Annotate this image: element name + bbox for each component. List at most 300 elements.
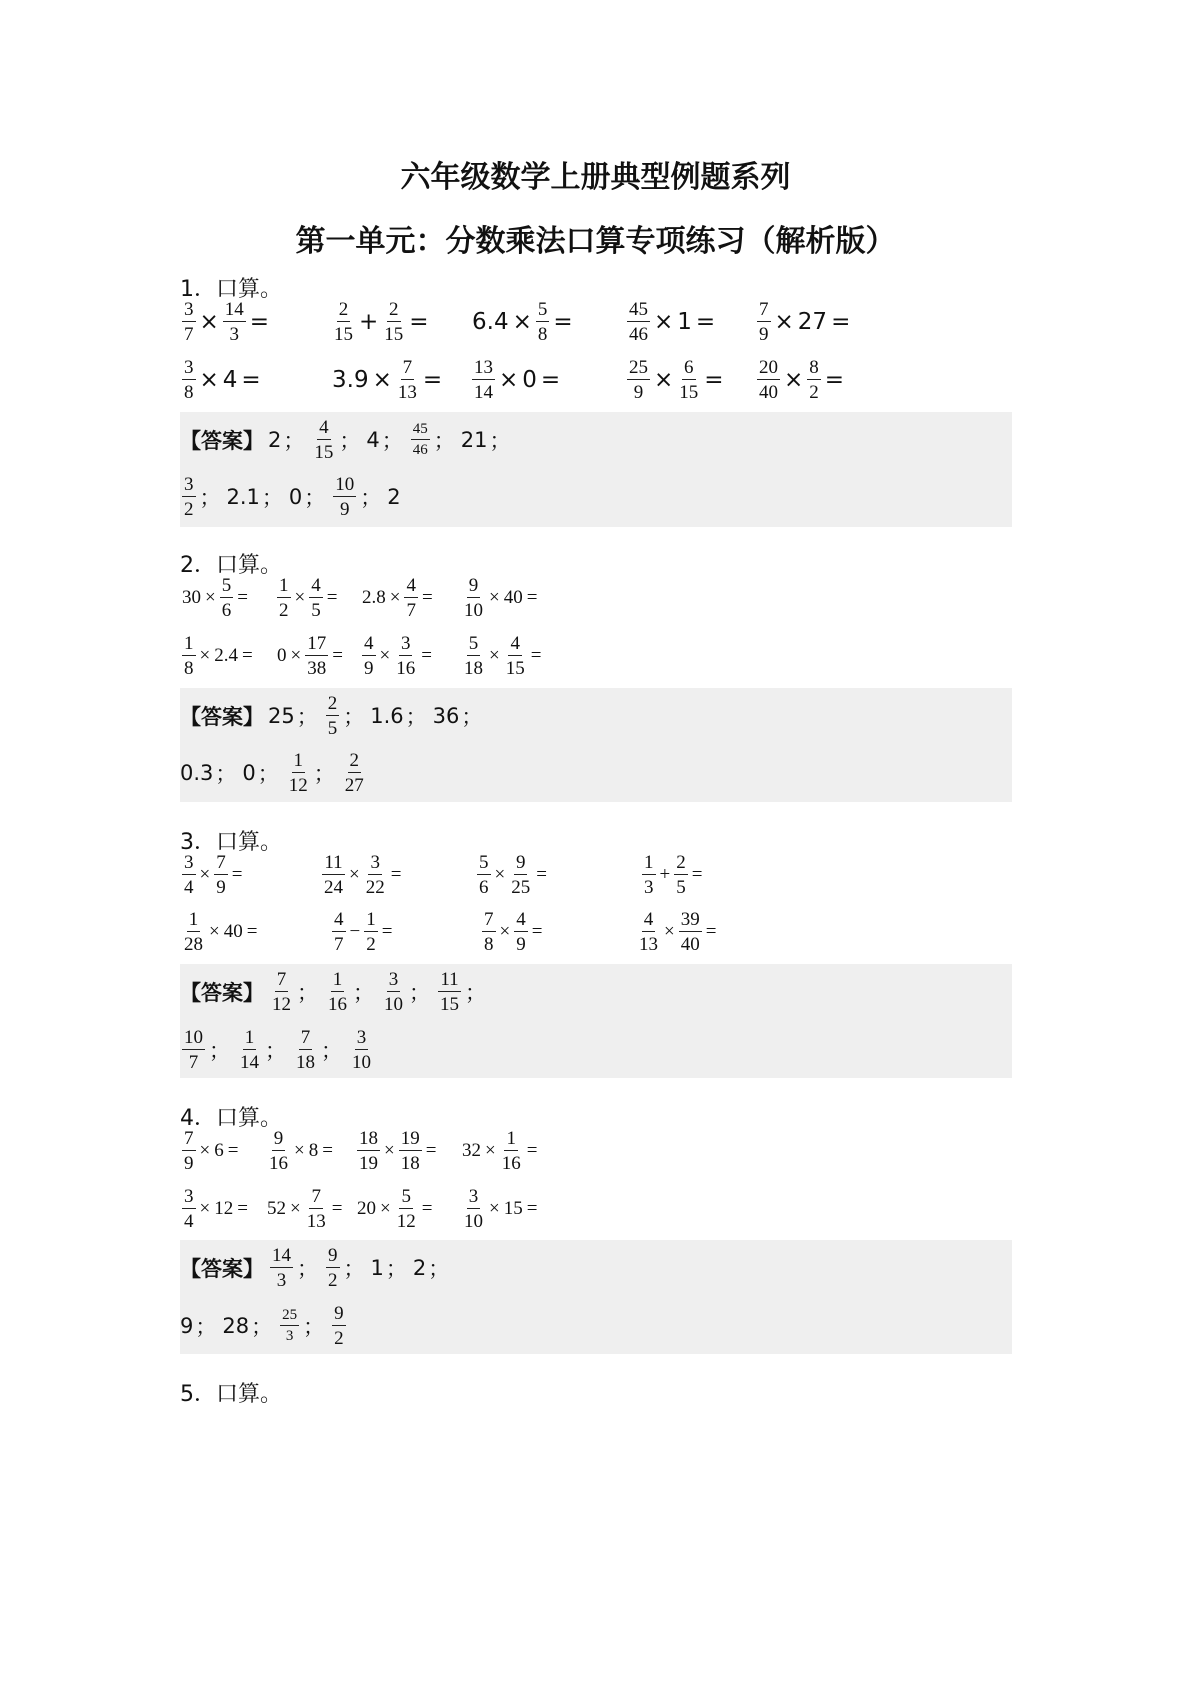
- numerator: 10: [335, 474, 355, 495]
- operator: −: [349, 921, 361, 942]
- numerator: 1: [366, 909, 376, 930]
- numerator: 5: [401, 1186, 411, 1207]
- numerator: 6: [684, 357, 694, 378]
- fraction: [399, 1129, 422, 1173]
- separator: ；: [381, 429, 403, 453]
- operator: =: [421, 645, 432, 666]
- operator: =: [409, 309, 429, 335]
- operator: =: [691, 864, 703, 885]
- number: 40: [503, 587, 523, 608]
- denominator: 10: [384, 994, 403, 1015]
- denominator: 8: [184, 382, 194, 403]
- numerator: 9: [334, 1303, 344, 1324]
- problem-expression: [355, 1121, 438, 1181]
- denominator: 7: [334, 934, 344, 955]
- denominator: 15: [314, 442, 334, 463]
- separator: ；: [321, 1039, 342, 1063]
- operator: ×: [512, 309, 532, 335]
- number: 52: [267, 1198, 286, 1219]
- problem-expression: [360, 626, 434, 686]
- answer-line: [180, 467, 401, 527]
- denominator: 4: [184, 1211, 194, 1232]
- problem-expression: [480, 902, 544, 962]
- numerator: 9: [328, 1245, 338, 1266]
- operator: =: [237, 1198, 248, 1219]
- numerator: 7: [402, 357, 413, 378]
- fraction: [182, 853, 196, 897]
- denominator: 16: [328, 994, 347, 1015]
- operator: ×: [349, 864, 360, 885]
- problem-expression: [180, 350, 263, 410]
- numerator: 3: [184, 1186, 194, 1207]
- numerator: 5: [468, 633, 479, 654]
- denominator: 3: [285, 1328, 294, 1344]
- fraction: [462, 634, 485, 678]
- operator: ×: [199, 1198, 211, 1219]
- numerator: 5: [221, 575, 232, 596]
- separator: ；: [343, 705, 365, 729]
- question-heading-1: 1．口算。: [180, 277, 282, 302]
- operator: =: [326, 587, 338, 608]
- denominator: 18: [400, 1153, 420, 1174]
- numerator: 7: [484, 909, 494, 930]
- numerator: 7: [311, 1186, 321, 1207]
- number: 4: [222, 367, 238, 393]
- denominator: 16: [396, 658, 416, 679]
- operator: =: [526, 1140, 538, 1161]
- numerator: 2: [338, 299, 349, 320]
- problem-expression: [640, 845, 704, 905]
- operator: ×: [199, 864, 211, 885]
- operator: +: [359, 309, 379, 335]
- operator: ×: [654, 309, 674, 335]
- numerator: 39: [680, 909, 700, 930]
- numerator: 2: [327, 693, 338, 714]
- numerator: 9: [273, 1128, 284, 1149]
- operator: ×: [205, 587, 216, 608]
- numerator: 3: [184, 357, 194, 378]
- separator: ；: [433, 429, 455, 453]
- operator: =: [231, 864, 243, 885]
- numerator: 7: [276, 969, 287, 990]
- answer-line: [180, 743, 368, 803]
- operator: ×: [389, 587, 401, 608]
- operator: ×: [654, 367, 674, 393]
- fraction: [182, 300, 196, 344]
- fraction: [326, 694, 340, 738]
- number: 27: [797, 309, 828, 335]
- numerator: 7: [216, 852, 226, 873]
- denominator: 13: [639, 934, 658, 955]
- separator: ；: [261, 486, 283, 510]
- denominator: 14: [474, 382, 493, 403]
- number: 32: [462, 1140, 481, 1161]
- fraction: [294, 1028, 317, 1072]
- operator: ×: [384, 1140, 395, 1161]
- numerator: 4: [516, 909, 526, 930]
- number: 6: [214, 1140, 224, 1161]
- fraction: [807, 358, 821, 402]
- fraction: [394, 634, 417, 678]
- problem-expression: [625, 350, 726, 410]
- answer-value: 1: [370, 1256, 384, 1280]
- operator: =: [249, 309, 270, 335]
- operator: ×: [494, 864, 506, 885]
- denominator: 5: [327, 718, 338, 739]
- fraction: [411, 422, 430, 458]
- operator: ×: [489, 645, 500, 666]
- separator: ；: [465, 981, 486, 1005]
- answer-value: 2: [268, 428, 282, 452]
- separator: ；: [215, 762, 237, 786]
- operator: ×: [290, 645, 302, 666]
- separator: ；: [199, 486, 221, 510]
- fraction: [500, 1129, 523, 1173]
- separator: ；: [296, 705, 318, 729]
- operator: =: [241, 645, 253, 666]
- operator: +: [659, 864, 671, 885]
- operator: =: [421, 587, 433, 608]
- problem-expression: [265, 1179, 344, 1239]
- number: 20: [357, 1198, 376, 1219]
- denominator: 40: [680, 934, 700, 955]
- separator: ；: [251, 1315, 273, 1339]
- numerator: 10: [184, 1027, 203, 1048]
- numerator: 14: [224, 299, 244, 320]
- fraction: [214, 853, 228, 897]
- problem-expression: [180, 1121, 240, 1181]
- numerator: 2: [349, 750, 360, 771]
- denominator: 18: [464, 658, 483, 679]
- denominator: 12: [272, 994, 291, 1015]
- problem-expression: [470, 350, 562, 410]
- denominator: 27: [344, 775, 364, 796]
- denominator: 15: [679, 382, 699, 403]
- fraction: [280, 1308, 299, 1344]
- numerator: 3: [400, 633, 411, 654]
- denominator: 2: [328, 1270, 338, 1291]
- operator: ×: [294, 1140, 305, 1161]
- fraction: [757, 300, 771, 344]
- problem-expression: [460, 1121, 539, 1181]
- numerator: 13: [474, 357, 493, 378]
- problem-expression: [460, 1179, 539, 1239]
- separator: ；: [283, 429, 305, 453]
- separator: ；: [405, 705, 427, 729]
- fraction: [536, 300, 550, 344]
- separator: ；: [428, 1257, 450, 1281]
- fraction: [364, 910, 378, 954]
- numerator: 4: [510, 633, 520, 654]
- numerator: 11: [324, 852, 343, 873]
- fraction: [627, 358, 650, 402]
- numerator: 4: [334, 909, 344, 930]
- answer-value: 1.6: [370, 704, 404, 728]
- separator: ；: [339, 429, 361, 453]
- problem-expression: [330, 902, 394, 962]
- answer-line: [180, 962, 492, 1022]
- fraction: [182, 910, 205, 954]
- numerator: 45: [411, 422, 430, 440]
- denominator: 15: [440, 994, 459, 1015]
- problem-expression: [460, 568, 539, 628]
- question-heading-2: 2．口算。: [180, 553, 282, 578]
- numerator: 20: [759, 357, 778, 378]
- fraction: [220, 576, 234, 620]
- denominator: 9: [340, 499, 350, 520]
- numerator: 3: [388, 969, 399, 990]
- operator: ×: [499, 367, 519, 393]
- answer-value: 9: [180, 1314, 194, 1338]
- problem-expression: [180, 902, 259, 962]
- answer-value: 21: [460, 428, 488, 452]
- denominator: 6: [479, 877, 489, 898]
- numerator: 18: [359, 1128, 378, 1149]
- denominator: 38: [307, 658, 327, 679]
- separator: ；: [353, 981, 374, 1005]
- answer-line: [180, 1238, 455, 1298]
- document-subtitle: 第一单元：分数乘法口算专项练习（解析版）: [295, 224, 896, 259]
- problem-expression: [180, 1179, 250, 1239]
- denominator: 8: [184, 658, 194, 679]
- operator: ×: [290, 1198, 301, 1219]
- fraction: [382, 300, 405, 344]
- fraction: [223, 300, 246, 344]
- operator: =: [705, 921, 717, 942]
- number: 6.4: [472, 309, 509, 335]
- fraction: [679, 910, 702, 954]
- separator: ；: [343, 1257, 365, 1281]
- number: 2.4: [214, 645, 238, 666]
- numerator: 7: [759, 299, 769, 320]
- fraction: [514, 910, 528, 954]
- problem-expression: [470, 292, 575, 352]
- denominator: 7: [184, 324, 194, 345]
- numerator: 9: [468, 575, 479, 596]
- denominator: 9: [184, 1153, 194, 1174]
- operator: =: [390, 864, 402, 885]
- operator: =: [824, 367, 845, 393]
- separator: ；: [385, 1257, 407, 1281]
- number: 8: [308, 1140, 319, 1161]
- operator: =: [381, 921, 393, 942]
- denominator: 5: [676, 877, 686, 898]
- operator: =: [227, 1140, 239, 1161]
- denominator: 3: [276, 1270, 287, 1291]
- denominator: 15: [505, 658, 525, 679]
- numerator: 1: [644, 852, 654, 873]
- numerator: 5: [537, 299, 548, 320]
- denominator: 46: [629, 324, 648, 345]
- operator: =: [553, 309, 573, 335]
- problem-expression: [180, 568, 250, 628]
- operator: ×: [199, 367, 219, 393]
- answer-label: 【答案】: [180, 1257, 264, 1281]
- fraction: [462, 1187, 485, 1231]
- numerator: 3: [356, 1027, 367, 1048]
- operator: ×: [199, 645, 211, 666]
- operator: =: [526, 1198, 538, 1219]
- denominator: 10: [352, 1052, 371, 1073]
- denominator: 2: [279, 600, 289, 621]
- numerator: 25: [629, 357, 648, 378]
- answer-value: 25: [268, 704, 295, 728]
- fraction: [332, 910, 346, 954]
- denominator: 9: [759, 324, 769, 345]
- number: 2.8: [362, 587, 386, 608]
- numerator: 3: [184, 299, 194, 320]
- problem-expression: [320, 845, 403, 905]
- separator: ；: [461, 705, 483, 729]
- answer-box-4: [180, 1240, 1012, 1354]
- numerator: 5: [479, 852, 489, 873]
- fraction: [326, 970, 349, 1014]
- operator: =: [704, 367, 724, 393]
- operator: ×: [664, 921, 675, 942]
- operator: =: [425, 1140, 437, 1161]
- numerator: 9: [515, 852, 526, 873]
- separator: ；: [257, 762, 279, 786]
- fraction: [312, 418, 335, 462]
- operator: =: [331, 1198, 343, 1219]
- operator: ×: [499, 921, 511, 942]
- fraction: [477, 853, 491, 897]
- denominator: 8: [537, 324, 548, 345]
- operator: =: [241, 367, 261, 393]
- fraction: [482, 910, 496, 954]
- denominator: 8: [484, 934, 494, 955]
- denominator: 5: [311, 600, 321, 621]
- answer-value: 36: [432, 704, 460, 728]
- operator: ×: [379, 645, 391, 666]
- denominator: 3: [229, 324, 240, 345]
- denominator: 2: [809, 382, 819, 403]
- separator: ；: [209, 1039, 230, 1063]
- fraction: [322, 853, 345, 897]
- numerator: 25: [280, 1308, 299, 1326]
- number: 40: [223, 921, 243, 942]
- problem-expression: [635, 902, 718, 962]
- operator: ×: [774, 309, 794, 335]
- separator: ；: [303, 1315, 325, 1339]
- denominator: 25: [511, 877, 531, 898]
- numerator: 7: [184, 1128, 194, 1149]
- operator: ×: [294, 587, 306, 608]
- operator: =: [530, 645, 542, 666]
- denominator: 10: [464, 1211, 483, 1232]
- separator: ；: [195, 1315, 217, 1339]
- fraction: [182, 475, 196, 519]
- problem-expression: [180, 845, 244, 905]
- separator: ；: [297, 1257, 318, 1281]
- problem-expression: [755, 350, 846, 410]
- answer-label: 【答案】: [180, 981, 264, 1005]
- problem-expression: [755, 292, 852, 352]
- operator: =: [332, 645, 343, 666]
- operator: =: [531, 921, 543, 942]
- numerator: 1: [293, 750, 304, 771]
- fraction: [382, 970, 405, 1014]
- problem-expression: [475, 845, 549, 905]
- fraction: [462, 576, 485, 620]
- numerator: 1: [244, 1027, 255, 1048]
- denominator: 24: [324, 877, 343, 898]
- fraction: [182, 358, 196, 402]
- fraction: [677, 358, 700, 402]
- answer-value: 2: [412, 1256, 427, 1280]
- denominator: 9: [364, 658, 374, 679]
- number: 0: [522, 367, 537, 393]
- denominator: 15: [334, 324, 353, 345]
- separator: ；: [313, 762, 335, 786]
- numerator: 1: [279, 575, 289, 596]
- numerator: 2: [389, 299, 399, 320]
- fraction: [357, 1129, 380, 1173]
- fraction: [395, 1187, 418, 1231]
- denominator: 12: [288, 775, 308, 796]
- numerator: 3: [184, 474, 194, 495]
- answer-box-1: [180, 412, 1012, 527]
- operator: ×: [199, 309, 219, 335]
- number: 15: [503, 1198, 523, 1219]
- numerator: 17: [307, 633, 327, 654]
- numerator: 14: [272, 1245, 291, 1266]
- fraction: [182, 1028, 205, 1072]
- operator: ×: [199, 1140, 211, 1161]
- answer-value: 0: [288, 485, 303, 509]
- fraction: [333, 475, 356, 519]
- operator: ×: [485, 1140, 496, 1161]
- denominator: 9: [633, 382, 644, 403]
- numerator: 1: [184, 633, 194, 654]
- fraction: [182, 634, 196, 678]
- number: 3.9: [332, 367, 369, 393]
- problem-expression: [180, 292, 271, 352]
- separator: ；: [297, 981, 318, 1005]
- operator: ×: [372, 367, 392, 393]
- answer-line: [180, 686, 488, 746]
- numerator: 45: [629, 299, 648, 320]
- fraction: [757, 358, 780, 402]
- numerator: 4: [319, 417, 329, 438]
- operator: ×: [209, 921, 220, 942]
- number: 0: [277, 645, 287, 666]
- problem-expression: [460, 626, 543, 686]
- numerator: 1: [332, 969, 343, 990]
- fraction: [504, 634, 527, 678]
- operator: =: [536, 864, 547, 885]
- operator: =: [422, 367, 443, 393]
- fraction: [364, 853, 387, 897]
- answer-line: [180, 1296, 348, 1356]
- problem-expression: [360, 568, 435, 628]
- fraction: [270, 970, 293, 1014]
- operator: ×: [489, 587, 500, 608]
- numerator: 2: [676, 852, 686, 873]
- numerator: 4: [364, 633, 374, 654]
- denominator: 7: [406, 600, 416, 621]
- denominator: 6: [221, 600, 232, 621]
- numerator: 19: [400, 1128, 420, 1149]
- numerator: 4: [643, 909, 654, 930]
- denominator: 9: [216, 877, 226, 898]
- numerator: 1: [506, 1128, 516, 1149]
- operator: =: [526, 587, 538, 608]
- numerator: 3: [468, 1186, 479, 1207]
- fraction: [343, 751, 366, 795]
- problem-expression: [275, 626, 345, 686]
- fraction: [305, 634, 328, 678]
